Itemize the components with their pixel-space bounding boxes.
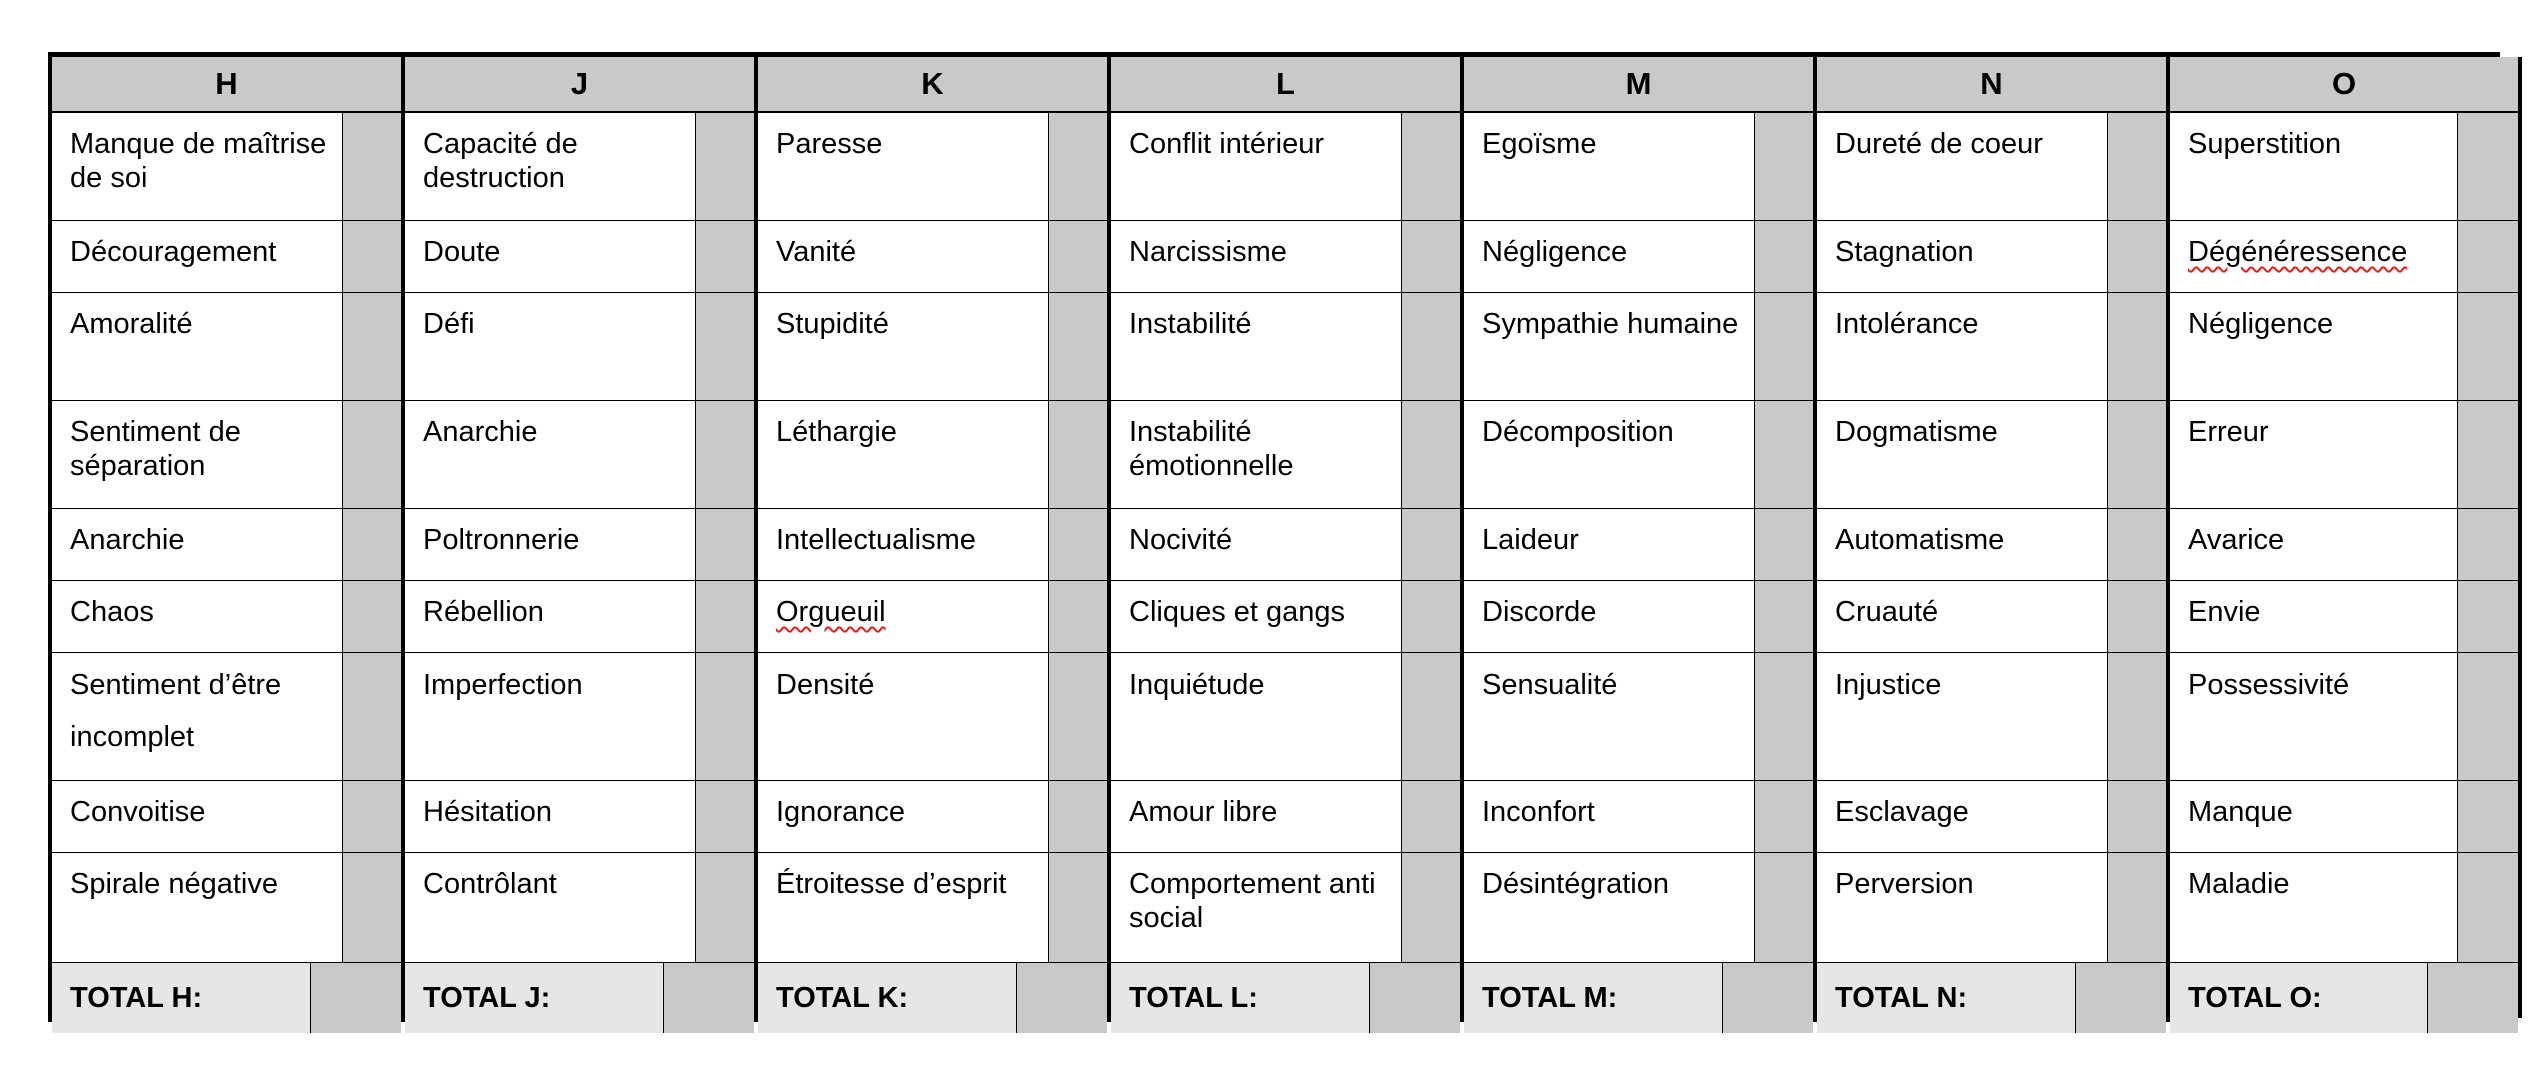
item-text: Cliques et gangs <box>1129 596 1346 628</box>
table-row <box>1111 509 1460 581</box>
item-text: Léthargie <box>776 416 897 448</box>
column-h <box>48 57 401 1018</box>
item-list <box>1111 113 1460 963</box>
table-row <box>52 293 401 401</box>
column-m <box>1460 57 1813 1018</box>
item-label <box>1464 221 1755 292</box>
table-row <box>1817 509 2166 581</box>
table-row <box>52 853 401 963</box>
score-box[interactable] <box>696 113 754 220</box>
table-row <box>1464 293 1813 401</box>
item-text: Injustice <box>1835 669 1942 701</box>
item-label <box>1464 853 1755 962</box>
table-row <box>52 221 401 293</box>
total-box[interactable] <box>1723 963 1813 1033</box>
item-label <box>1111 853 1402 962</box>
score-box[interactable] <box>2458 853 2518 962</box>
total-box[interactable] <box>2076 963 2166 1033</box>
item-label <box>2170 293 2458 400</box>
total-label: TOTAL N: <box>1817 963 2076 1033</box>
table-row <box>1111 221 1460 293</box>
item-label <box>758 509 1049 580</box>
table-row <box>2170 781 2518 853</box>
table-row <box>1464 509 1813 581</box>
total-box[interactable] <box>2428 963 2518 1033</box>
score-box[interactable] <box>1755 293 1813 400</box>
column-header: M <box>1464 57 1813 113</box>
item-label <box>1464 653 1755 780</box>
table-row <box>758 293 1107 401</box>
item-label <box>2170 401 2458 508</box>
item-text: Conflit intérieur <box>1129 128 1325 160</box>
item-label <box>1111 781 1402 852</box>
item-label <box>2170 653 2458 780</box>
table-row <box>758 221 1107 293</box>
item-text: Convoitise <box>70 796 206 828</box>
table-row <box>1464 581 1813 653</box>
item-text: Vanité <box>776 236 857 268</box>
score-box[interactable] <box>343 401 401 508</box>
item-label <box>1464 509 1755 580</box>
item-label <box>1817 853 2108 962</box>
score-box[interactable] <box>1049 581 1107 652</box>
table-row <box>1111 581 1460 653</box>
total-row <box>1111 963 1460 1033</box>
total-label: TOTAL J: <box>405 963 664 1033</box>
item-text: Envie <box>2188 596 2261 628</box>
score-box[interactable] <box>1049 113 1107 220</box>
table-row <box>2170 653 2518 781</box>
total-label: TOTAL L: <box>1111 963 1370 1033</box>
item-label <box>52 581 343 652</box>
score-box[interactable] <box>1049 781 1107 852</box>
item-text: Superstition <box>2188 128 2342 160</box>
column-header: H <box>52 57 401 113</box>
item-label <box>52 113 343 220</box>
item-text: Narcissisme <box>1129 236 1287 268</box>
table-row <box>1111 653 1460 781</box>
item-label <box>1464 113 1755 220</box>
table-row <box>758 581 1107 653</box>
item-text: Inquiétude <box>1129 669 1265 701</box>
column-header: K <box>758 57 1107 113</box>
item-label <box>405 781 696 852</box>
item-label <box>758 221 1049 292</box>
score-box[interactable] <box>2108 113 2166 220</box>
item-text: Anarchie <box>70 524 185 556</box>
item-text: Décomposition <box>1482 416 1674 448</box>
table-row <box>405 853 754 963</box>
item-label <box>2170 221 2458 292</box>
item-label <box>405 853 696 962</box>
item-label <box>2170 581 2458 652</box>
item-label <box>1817 401 2108 508</box>
item-text: Spirale négative <box>70 868 278 900</box>
score-box[interactable] <box>1755 113 1813 220</box>
item-text: Défi <box>423 308 475 340</box>
score-box[interactable] <box>2458 581 2518 652</box>
table-row <box>1111 781 1460 853</box>
item-text: Imperfection <box>423 669 583 701</box>
table-row <box>1464 113 1813 221</box>
total-box[interactable] <box>1017 963 1107 1033</box>
table-row <box>405 781 754 853</box>
item-text: Dégénéressence <box>2188 236 2408 268</box>
score-box[interactable] <box>1402 401 1460 508</box>
item-text: Esclavage <box>1835 796 1969 828</box>
item-text: Poltronnerie <box>423 524 580 556</box>
score-box[interactable] <box>696 221 754 292</box>
score-box[interactable] <box>1402 653 1460 780</box>
item-text: Ignorance <box>776 796 905 828</box>
item-label <box>758 401 1049 508</box>
table-row <box>2170 401 2518 509</box>
total-box[interactable] <box>311 963 401 1033</box>
item-text: Intolérance <box>1835 308 1979 340</box>
score-box[interactable] <box>1402 293 1460 400</box>
item-list <box>52 113 401 963</box>
score-box[interactable] <box>2108 853 2166 962</box>
score-box[interactable] <box>1049 853 1107 962</box>
score-box[interactable] <box>343 113 401 220</box>
item-text: Possessivité <box>2188 669 2350 701</box>
table-row <box>405 401 754 509</box>
total-label: TOTAL O: <box>2170 963 2428 1033</box>
item-label <box>405 113 696 220</box>
item-label <box>1817 293 2108 400</box>
table-row <box>52 653 401 781</box>
score-box[interactable] <box>696 653 754 780</box>
item-text: Nocivité <box>1129 524 1233 556</box>
item-label <box>2170 853 2458 962</box>
total-row <box>52 963 401 1033</box>
total-label: TOTAL K: <box>758 963 1017 1033</box>
item-label <box>405 581 696 652</box>
score-box[interactable] <box>2108 509 2166 580</box>
item-label <box>758 293 1049 400</box>
total-row <box>758 963 1107 1033</box>
score-box[interactable] <box>2108 653 2166 780</box>
column-header: N <box>1817 57 2166 113</box>
item-text: Stagnation <box>1835 236 1974 268</box>
score-box[interactable] <box>1402 581 1460 652</box>
item-text: Découragement <box>70 236 277 268</box>
table-row <box>405 653 754 781</box>
score-box[interactable] <box>1755 653 1813 780</box>
column-header: L <box>1111 57 1460 113</box>
table-row <box>1817 221 2166 293</box>
total-row <box>1817 963 2166 1033</box>
item-list <box>1464 113 1813 963</box>
score-box[interactable] <box>1755 401 1813 508</box>
score-box[interactable] <box>1049 401 1107 508</box>
score-box[interactable] <box>2458 781 2518 852</box>
item-text: Densité <box>776 669 875 701</box>
score-box[interactable] <box>343 653 401 780</box>
item-label <box>1817 221 2108 292</box>
table-row <box>405 221 754 293</box>
table-row <box>758 781 1107 853</box>
item-label <box>758 853 1049 962</box>
total-label: TOTAL H: <box>52 963 311 1033</box>
table-row <box>1111 401 1460 509</box>
score-box[interactable] <box>2458 401 2518 508</box>
table-row <box>52 401 401 509</box>
item-label <box>1111 581 1402 652</box>
item-label <box>1464 401 1755 508</box>
item-text: Laideur <box>1482 524 1579 556</box>
score-box[interactable] <box>2108 293 2166 400</box>
table-row <box>1817 401 2166 509</box>
score-box[interactable] <box>696 853 754 962</box>
item-label <box>52 853 343 962</box>
item-text: Amoralité <box>70 308 193 340</box>
score-box[interactable] <box>1049 221 1107 292</box>
item-text: Erreur <box>2188 416 2269 448</box>
item-label <box>52 293 343 400</box>
item-label <box>758 581 1049 652</box>
item-text: Négligence <box>2188 308 2334 340</box>
item-text: Intellectualisme <box>776 524 976 556</box>
total-row <box>1464 963 1813 1033</box>
item-text: Orgueuil <box>776 596 886 628</box>
item-text: Instabilité <box>1129 308 1252 340</box>
total-row <box>405 963 754 1033</box>
table-row <box>405 581 754 653</box>
item-text: Manque de maîtrise de soi <box>70 128 327 194</box>
score-box[interactable] <box>1755 221 1813 292</box>
item-label <box>1817 781 2108 852</box>
item-label <box>758 781 1049 852</box>
table-row <box>405 113 754 221</box>
score-box[interactable] <box>1049 509 1107 580</box>
item-text: Sentiment d’être incomplet <box>70 669 282 753</box>
score-box[interactable] <box>2108 781 2166 852</box>
item-label <box>758 653 1049 780</box>
item-label <box>1111 293 1402 400</box>
item-label <box>52 781 343 852</box>
item-label <box>1111 221 1402 292</box>
column-header: J <box>405 57 754 113</box>
score-box[interactable] <box>2108 221 2166 292</box>
item-text: Rébellion <box>423 596 544 628</box>
table-row <box>1111 853 1460 963</box>
item-label <box>405 509 696 580</box>
table-row <box>1817 781 2166 853</box>
score-box[interactable] <box>343 221 401 292</box>
score-box[interactable] <box>1402 853 1460 962</box>
item-text: Étroitesse d’esprit <box>776 868 1007 900</box>
table-row <box>758 853 1107 963</box>
item-label <box>758 113 1049 220</box>
table-row <box>52 581 401 653</box>
score-box[interactable] <box>2458 509 2518 580</box>
score-box[interactable] <box>1402 781 1460 852</box>
item-text: Egoïsme <box>1482 128 1597 160</box>
table-row <box>1464 653 1813 781</box>
table-row <box>1464 781 1813 853</box>
scoring-table <box>48 52 2500 1022</box>
item-list <box>1817 113 2166 963</box>
item-text: Avarice <box>2188 524 2285 556</box>
item-label <box>2170 509 2458 580</box>
table-row <box>52 113 401 221</box>
score-box[interactable] <box>1049 653 1107 780</box>
item-text: Doute <box>423 236 501 268</box>
table-row <box>405 509 754 581</box>
item-label <box>1464 581 1755 652</box>
item-text: Sympathie humaine <box>1482 308 1739 340</box>
score-box[interactable] <box>2108 401 2166 508</box>
item-text: Stupidité <box>776 308 889 340</box>
item-text: Négligence <box>1482 236 1628 268</box>
score-box[interactable] <box>696 509 754 580</box>
item-text: Comportement anti social <box>1129 868 1376 934</box>
table-row <box>758 113 1107 221</box>
item-label <box>1817 581 2108 652</box>
score-box[interactable] <box>1755 509 1813 580</box>
table-row <box>1464 401 1813 509</box>
item-label <box>1817 653 2108 780</box>
total-row <box>2170 963 2518 1033</box>
column-k <box>754 57 1107 1018</box>
item-text: Instabilité émotionnelle <box>1129 416 1294 482</box>
item-list <box>405 113 754 963</box>
table-row <box>2170 509 2518 581</box>
score-box[interactable] <box>2458 293 2518 400</box>
item-text: Hésitation <box>423 796 552 828</box>
item-label <box>405 221 696 292</box>
table-row <box>2170 221 2518 293</box>
table-row <box>1464 853 1813 963</box>
table-row <box>1817 293 2166 401</box>
item-text: Perversion <box>1835 868 1974 900</box>
item-list <box>2170 113 2518 963</box>
item-text: Amour libre <box>1129 796 1278 828</box>
table-row <box>1817 113 2166 221</box>
table-row <box>405 293 754 401</box>
item-text: Sentiment de séparation <box>70 416 241 482</box>
score-box[interactable] <box>2108 581 2166 652</box>
column-j <box>401 57 754 1018</box>
column-header: O <box>2170 57 2518 113</box>
item-text: Discorde <box>1482 596 1597 628</box>
table-row <box>52 509 401 581</box>
item-label <box>405 401 696 508</box>
score-box[interactable] <box>343 293 401 400</box>
item-text: Manque <box>2188 796 2293 828</box>
item-label <box>52 653 343 780</box>
score-box[interactable] <box>1755 581 1813 652</box>
item-label <box>405 293 696 400</box>
score-box[interactable] <box>343 581 401 652</box>
item-text: Dureté de coeur <box>1835 128 2043 160</box>
item-label <box>1111 401 1402 508</box>
item-text: Paresse <box>776 128 883 160</box>
score-box[interactable] <box>1402 509 1460 580</box>
item-text: Capacité de destruction <box>423 128 578 194</box>
item-text: Cruauté <box>1835 596 1939 628</box>
item-text: Automatisme <box>1835 524 2005 556</box>
item-text: Chaos <box>70 596 154 628</box>
item-label <box>2170 113 2458 220</box>
table-row <box>2170 853 2518 963</box>
item-text: Désintégration <box>1482 868 1669 900</box>
column-n <box>1813 57 2166 1018</box>
score-box[interactable] <box>696 781 754 852</box>
column-l <box>1107 57 1460 1018</box>
item-list <box>758 113 1107 963</box>
score-box[interactable] <box>2458 113 2518 220</box>
table-row <box>1817 581 2166 653</box>
score-box[interactable] <box>1755 781 1813 852</box>
item-label <box>1111 509 1402 580</box>
item-text: Maladie <box>2188 868 2290 900</box>
column-o <box>2166 57 2522 1018</box>
total-label: TOTAL M: <box>1464 963 1723 1033</box>
score-box[interactable] <box>2458 221 2518 292</box>
item-label <box>52 221 343 292</box>
item-label <box>1111 653 1402 780</box>
item-text: Anarchie <box>423 416 538 448</box>
table-row <box>1817 653 2166 781</box>
total-box[interactable] <box>664 963 754 1033</box>
score-box[interactable] <box>343 781 401 852</box>
score-box[interactable] <box>2458 653 2518 780</box>
item-label <box>1817 509 2108 580</box>
table-row <box>1464 221 1813 293</box>
score-box[interactable] <box>343 509 401 580</box>
table-row <box>1817 853 2166 963</box>
item-label <box>52 509 343 580</box>
score-box[interactable] <box>696 581 754 652</box>
item-text: Dogmatisme <box>1835 416 1998 448</box>
table-row <box>52 781 401 853</box>
item-label <box>52 401 343 508</box>
score-box[interactable] <box>1402 221 1460 292</box>
item-label <box>405 653 696 780</box>
table-row <box>758 401 1107 509</box>
table-row <box>2170 581 2518 653</box>
total-box[interactable] <box>1370 963 1460 1033</box>
table-row <box>2170 293 2518 401</box>
table-row <box>1111 293 1460 401</box>
score-box[interactable] <box>696 401 754 508</box>
item-label <box>1817 113 2108 220</box>
item-label <box>1464 781 1755 852</box>
item-text: Contrôlant <box>423 868 557 900</box>
item-text: Sensualité <box>1482 669 1618 701</box>
score-box[interactable] <box>1402 113 1460 220</box>
table-row <box>758 653 1107 781</box>
table-row <box>1111 113 1460 221</box>
score-box[interactable] <box>1755 853 1813 962</box>
item-label <box>2170 781 2458 852</box>
score-box[interactable] <box>343 853 401 962</box>
item-label <box>1464 293 1755 400</box>
score-box[interactable] <box>1049 293 1107 400</box>
item-label <box>1111 113 1402 220</box>
table-row <box>758 509 1107 581</box>
item-text: Inconfort <box>1482 796 1595 828</box>
table-row <box>2170 113 2518 221</box>
score-box[interactable] <box>696 293 754 400</box>
